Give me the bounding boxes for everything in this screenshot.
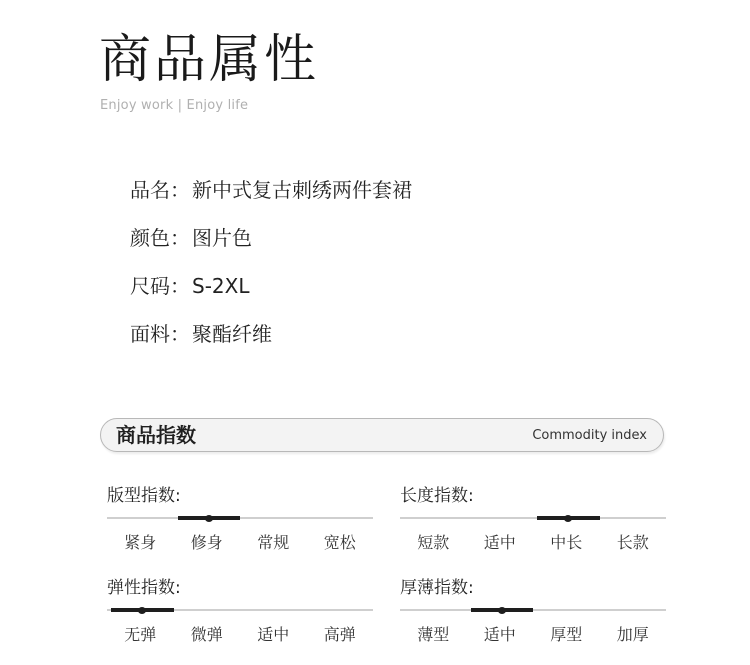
commodity-index-title: 商品指数 — [116, 423, 196, 447]
commodity-index-subtitle: Commodity index — [532, 428, 647, 443]
index-option: 短款 — [417, 533, 450, 552]
attribute-label: 颜色： — [130, 226, 190, 250]
attribute-value: S-2XL — [192, 274, 250, 298]
attribute-label: 品名： — [130, 178, 190, 202]
scale-indicator-dot — [564, 515, 572, 522]
commodity-index-header — [100, 418, 664, 452]
index-title: 版型指数: — [107, 486, 181, 506]
index-option: 加厚 — [616, 625, 649, 644]
attribute-value: 聚酯纤维 — [192, 322, 272, 346]
index-option: 无弹 — [124, 625, 157, 644]
index-scale — [400, 606, 666, 616]
index-options — [400, 532, 666, 554]
attribute-list — [130, 174, 412, 366]
index-title: 长度指数: — [400, 486, 474, 506]
index-option: 常规 — [257, 533, 290, 552]
scale-track — [400, 609, 666, 611]
index-scale — [107, 606, 373, 616]
index-option: 适中 — [257, 625, 290, 644]
index-title: 厚薄指数: — [400, 578, 474, 598]
index-option: 修身 — [190, 533, 223, 552]
scale-track — [107, 517, 373, 519]
attribute-row-color — [130, 222, 412, 270]
index-option: 适中 — [483, 533, 516, 552]
index-options — [400, 624, 666, 646]
attribute-row-size — [130, 270, 412, 318]
page-subtitle: Enjoy work | Enjoy life — [100, 98, 249, 113]
index-option: 紧身 — [124, 533, 157, 552]
attribute-label: 面料： — [130, 322, 190, 346]
scale-indicator-dot — [205, 515, 213, 522]
page-title: 商品属性 — [99, 30, 320, 90]
index-option: 厚型 — [550, 625, 583, 644]
index-scale — [400, 514, 666, 524]
attribute-value: 图片色 — [192, 226, 252, 250]
scale-indicator-dot — [498, 607, 506, 614]
index-option: 高弹 — [323, 625, 356, 644]
scale-track — [400, 517, 666, 519]
scale-indicator-dot — [138, 607, 146, 614]
attribute-value: 新中式复古刺绣两件套裙 — [192, 178, 412, 202]
index-title: 弹性指数: — [107, 578, 181, 598]
index-options — [107, 624, 373, 646]
index-option: 适中 — [483, 625, 516, 644]
attribute-row-fabric — [130, 318, 412, 366]
index-option: 中长 — [550, 533, 583, 552]
index-option: 微弹 — [190, 625, 223, 644]
attribute-row-name — [130, 174, 412, 222]
index-option: 薄型 — [417, 625, 450, 644]
index-scale — [107, 514, 373, 524]
index-options — [107, 532, 373, 554]
index-option: 长款 — [616, 533, 649, 552]
index-option: 宽松 — [323, 533, 356, 552]
attribute-label: 尺码： — [130, 274, 190, 298]
